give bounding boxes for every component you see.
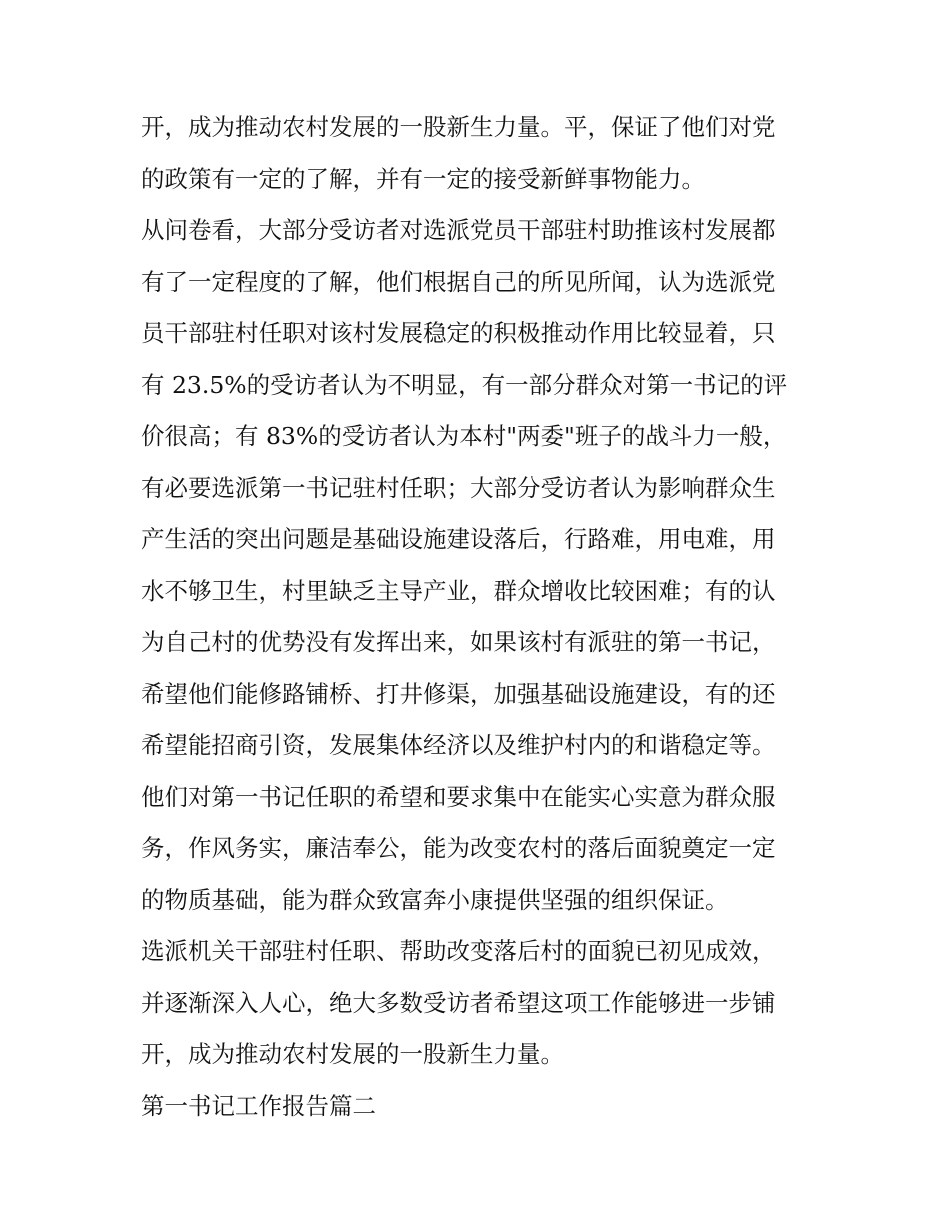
text-line: 开，成为推动农村发展的一股新生力量。 (141, 1040, 564, 1068)
text-line: 他们对第一书记任职的希望和要求集中在能实心实意为群众服 (141, 782, 776, 811)
text-line: 价很高；有 83%的受访者认为本村"两委"班子的战斗力一般， (141, 422, 787, 450)
section-heading: 第一书记工作报告篇二 (141, 1091, 376, 1120)
text-line: 有了一定程度的了解，他们根据自己的所见所闻，认为选派党 (141, 267, 776, 296)
document-body (141, 102, 821, 1132)
text-line: 有 23.5%的受访者认为不明显，有一部分群众对第一书记的评 (141, 370, 788, 399)
text-line: 务，作风务实，廉洁奉公，能为改变农村的落后面貌奠定一定 (141, 834, 776, 862)
text-line: 有必要选派第一书记驻村任职；大部分受访者认为影响群众生 (141, 473, 776, 502)
text-line: 水不够卫生，村里缺乏主导产业，群众增收比较困难；有的认 (141, 576, 776, 605)
text-line: 的物质基础，能为群众致富奔小康提供坚强的组织保证。 (141, 885, 729, 914)
text-line: 并逐渐深入人心，绝大多数受访者希望这项工作能够进一步铺 (141, 988, 776, 1017)
text-line: 希望他们能修路铺桥、打井修渠，加强基础设施建设，有的还 (141, 679, 776, 708)
text-line: 希望能招商引资，发展集体经济以及维护村内的和谐稳定等。 (141, 731, 776, 759)
text-line: 的政策有一定的了解，并有一定的接受新鲜事物能力。 (141, 164, 705, 193)
text-line: 员干部驻村任职对该村发展稳定的积极推动作用比较显着，只 (141, 319, 776, 347)
text-line: 从问卷看，大部分受访者对选派党员干部驻村助推该村发展都 (141, 216, 776, 244)
text-line: 产生活的突出问题是基础设施建设落后，行路难，用电难，用 (141, 525, 776, 553)
text-line: 为自己村的优势没有发挥出来，如果该村有派驻的第一书记， (141, 628, 776, 656)
text-line: 开，成为推动农村发展的一股新生力量。平，保证了他们对党 (141, 113, 776, 141)
text-line: 选派机关干部驻村任职、帮助改变落后村的面貌已初见成效， (141, 937, 776, 965)
